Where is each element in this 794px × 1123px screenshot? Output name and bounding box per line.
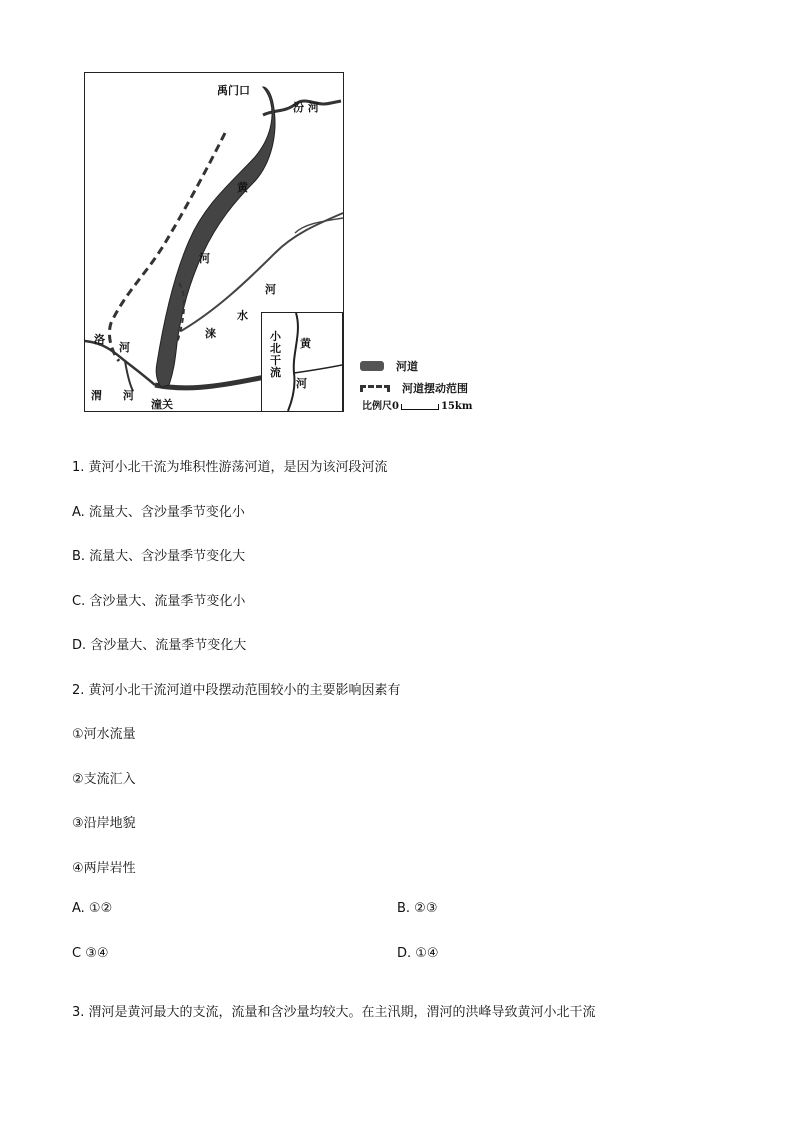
question-3-stem: 3. 渭河是黄河最大的支流，流量和含沙量均较大。在主汛期，渭河的洪峰导致黄河小北干流	[72, 1005, 596, 1020]
q2-item-4: ④两岸岩性	[72, 861, 136, 876]
inset-map	[261, 312, 343, 412]
q2-item-1: ①河水流量	[72, 727, 136, 742]
q1-option-d[interactable]: D. 含沙量大、流量季节变化大	[72, 638, 247, 653]
q1-option-b[interactable]: B. 流量大、含沙量季节变化大	[72, 549, 246, 564]
legend-channel-label: 河道	[396, 360, 418, 373]
question-1-stem: 1. 黄河小北干流为堆积性游荡河道，是因为该河段河流	[72, 460, 388, 475]
label-shui: 水	[237, 309, 248, 322]
label-yumenkou: 禹门口	[217, 84, 250, 97]
label-he: 河	[199, 252, 210, 265]
inset-label-huang: 黄	[300, 337, 311, 350]
label-luo: 涞	[205, 327, 216, 340]
label-he2: 河	[265, 283, 276, 296]
label-wei: 渭	[91, 389, 102, 402]
question-2-stem: 2. 黄河小北干流河道中段摆动范围较小的主要影响因素有	[72, 683, 401, 698]
legend-swing-label: 河道摆动范围	[402, 382, 468, 395]
inset-label-vertical: 小北干流	[270, 330, 281, 379]
inset-river	[288, 313, 298, 411]
legend-row-channel	[360, 355, 468, 377]
scale-prefix: 比例尺0	[362, 401, 399, 412]
label-huang: 黄	[237, 181, 248, 194]
river-map	[84, 72, 344, 412]
q2-option-c[interactable]: C ③④	[72, 946, 109, 961]
label-luo-he-1: 洛	[94, 333, 105, 346]
q1-option-a[interactable]: A. 流量大、含沙量季节变化小	[72, 505, 245, 520]
scale-end: 15km	[440, 401, 473, 412]
river-island	[253, 124, 265, 142]
legend-row-swing	[360, 377, 468, 399]
q1-option-c[interactable]: C. 含沙量大、流量季节变化小	[72, 594, 246, 609]
q2-option-b[interactable]: B. ②③	[397, 901, 438, 916]
inset-label-he: 河	[296, 377, 307, 390]
q2-item-2: ②支流汇入	[72, 772, 136, 787]
inset-tributary	[294, 365, 342, 373]
legend-swing-swatch	[360, 385, 390, 392]
label-wei-he: 河	[123, 389, 134, 402]
scale-bar	[401, 404, 439, 410]
map-scale	[362, 397, 472, 412]
legend-channel-swatch	[360, 361, 384, 371]
map-legend	[360, 355, 468, 399]
q2-option-a[interactable]: A. ①②	[72, 901, 113, 916]
q2-option-d[interactable]: D. ①④	[397, 946, 439, 961]
tributary-branch	[295, 218, 343, 233]
q2-item-3: ③沿岸地貌	[72, 816, 136, 831]
label-fenhe: 汾 河	[293, 101, 319, 114]
label-luo-he-2: 河	[119, 341, 130, 354]
label-tongguan: 潼关	[151, 398, 173, 411]
